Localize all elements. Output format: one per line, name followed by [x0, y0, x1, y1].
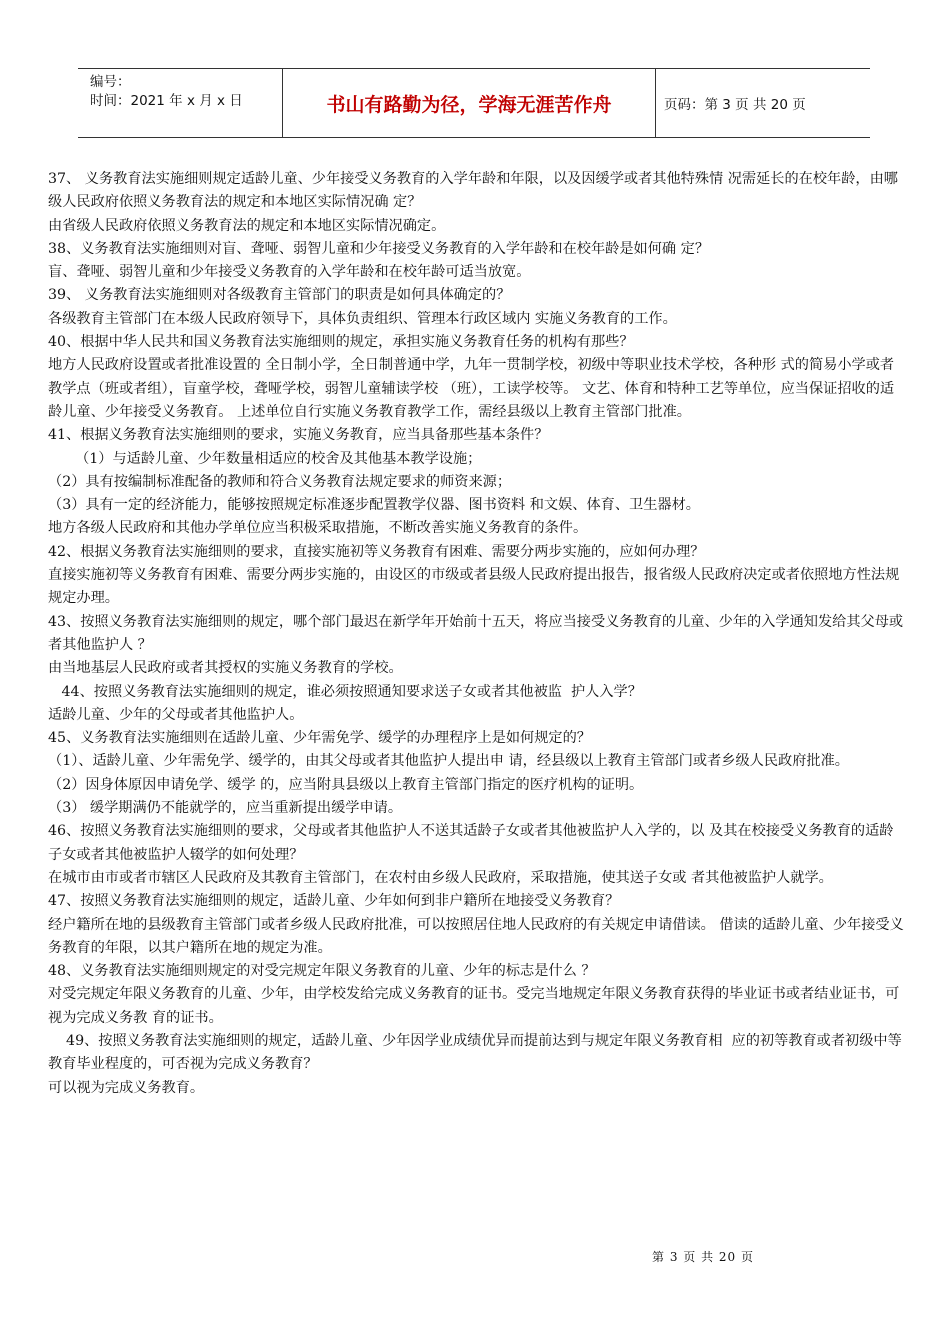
- paragraph: 可以视为完成义务教育。: [48, 1079, 205, 1096]
- paragraph: （1）与适龄儿童、少年数量相适应的校舍及其他基本教学设施；: [48, 450, 482, 467]
- paragraph: 40、根据中华人民共和国义务教育法实施细则的规定，承担实施义务教育任务的机构有那些？: [48, 334, 634, 351]
- document-body: [48, 168, 904, 1100]
- paragraph: 适龄儿童、少年的父母或者其他监护人。: [48, 706, 304, 723]
- document-time-label: 时间：2021 年 x 月 x 日: [90, 93, 243, 109]
- paragraph: 42、根据义务教育法实施细则的要求，直接实施初等义务教育有困难、需要分两步实施的，应如何办理？: [48, 543, 705, 560]
- paragraph: 44、按照义务教育法实施细则的规定，谁必须按照通知要求送子女或者其他被监 护人入学？: [48, 683, 642, 700]
- paragraph: 45、义务教育法实施细则在适龄儿童、少年需免学、缓学的办理程序上是如何规定的？: [48, 730, 591, 747]
- document-number-label: 编号：: [90, 74, 131, 90]
- paragraph: 直接实施初等义务教育有困难、需要分两步实施的，由设区的市级或者县级人民政府提出报告，报省级人民政府决定或者依照地方性法规规定办理。: [48, 567, 900, 607]
- page-footer: 第 3 页 共 20 页: [652, 1250, 754, 1264]
- paragraph: 由省级人民政府依照义务教育法的规定和本地区实际情况确定。: [48, 217, 446, 234]
- paragraph: 对受完规定年限义务教育的儿童、少年，由学校发给完成义务教育的证书。受完当地规定年限义务教育获得的毕业证书或者结业证书，可视为完成义务教 育的证书。: [48, 986, 900, 1026]
- paragraph: 39、 义务教育法实施细则对各级教育主管部门的职责是如何具体确定的？: [48, 287, 511, 304]
- paragraph: 地方人民政府设置或者批准设置的 全日制小学，全日制普通中学，九年一贯制学校，初级中等职业技术学校，各种形 式的简易小学或者教学点（班或者组），盲童学校，聋哑学校，弱智儿童辅读学校 （班），工读学校等。 文艺、体育和特种工艺等单位，应当保证招收的适龄儿童、少年接受义务教育。 上述单位自行实施义务教育教学工作，需经县级以上教育主管部门批准。: [48, 357, 895, 420]
- paragraph: 由当地基层人民政府或者其授权的实施义务教育的学校。: [48, 660, 403, 677]
- paragraph: 各级教育主管部门在本级人民政府领导下，具体负责组织、管理本行政区域内 实施义务教育的工作。: [48, 310, 677, 327]
- paragraph: 盲、聋哑、弱智儿童和少年接受义务教育的入学年龄和在校年龄可适当放宽。: [48, 264, 531, 281]
- paragraph: 48、义务教育法实施细则规定的对受完规定年限义务教育的儿童、少年的标志是什么 ？: [48, 963, 596, 980]
- paragraph: 46、按照义务教育法实施细则的要求，父母或者其他监护人不送其适龄子女或者其他被监护人入学的，以 及其在校接受义务教育的适龄子女或者其他被监护人辍学的如何处理？: [48, 823, 894, 863]
- paragraph: 43、按照义务教育法实施细则的规定，哪个部门最迟在新学年开始前十五天，将应当接受义务教育的儿童、少年的入学通知发给其父母或者其他监护人 ？: [48, 613, 904, 653]
- paragraph: 在城市由市或者市辖区人民政府及其教育主管部门，在农村由乡级人民政府，采取措施，使其送子女或 者其他被监护人就学。: [48, 869, 833, 886]
- paragraph: 49、按照义务教育法实施细则的规定，适龄儿童、少年因学业成绩优异而提前达到与规定年限义务教育相 应的初等教育或者初级中等教育毕业程度的，可否视为完成义务教育？: [48, 1032, 902, 1073]
- header-motto: 书山有路勤为径，学海无涯苦作舟: [282, 69, 656, 137]
- paragraph: 经户籍所在地的县级教育主管部门或者乡级人民政府批准，可以按照居住地人民政府的有关规定申请借读。 借读的适龄儿童、少年接受义务教育的年限，以其户籍所在地的规定为准。: [48, 916, 904, 956]
- page-header: [78, 68, 870, 138]
- paragraph: 47、按照义务教育法实施细则的规定，适龄儿童、少年如何到非户籍所在地接受义务教育？: [48, 893, 620, 910]
- paragraph: （2）具有按编制标准配备的教师和符合义务教育法规定要求的师资来源；: [48, 473, 512, 490]
- header-page-info: 页码：第 3 页 共 20 页: [664, 97, 806, 113]
- paragraph: （2）因身体原因申请免学、缓学 的，应当附具县级以上教育主管部门指定的医疗机构的证明。: [48, 776, 644, 793]
- paragraph: 38、义务教育法实施细则对盲、聋哑、弱智儿童和少年接受义务教育的入学年龄和在校年龄是如何确 定？: [48, 240, 710, 257]
- paragraph: 37、 义务教育法实施细则规定适龄儿童、少年接受义务教育的入学年龄和年限，以及因缓学或者其他特殊情 况需延长的在校年龄，由哪级人民政府依照义务教育法的规定和本地区实际情况确 定？: [48, 171, 898, 211]
- paragraph: （3）具有一定的经济能力，能够按照规定标准逐步配置教学仪器、图书资料 和文娱、体育、卫生器材。: [48, 497, 700, 514]
- paragraph: （1）、适龄儿童、少年需免学、缓学的，由其父母或者其他监护人提出申 请，经县级以上教育主管部门或者乡级人民政府批准。: [48, 753, 849, 770]
- paragraph: 41、根据义务教育法实施细则的要求，实施义务教育，应当具备那些基本条件？: [48, 427, 549, 444]
- paragraph: （3） 缓学期满仍不能就学的，应当重新提出缓学申请。: [48, 800, 403, 817]
- paragraph: 地方各级人民政府和其他办学单位应当积极采取措施，不断改善实施义务教育的条件。: [48, 520, 588, 537]
- header-meta: [78, 69, 282, 137]
